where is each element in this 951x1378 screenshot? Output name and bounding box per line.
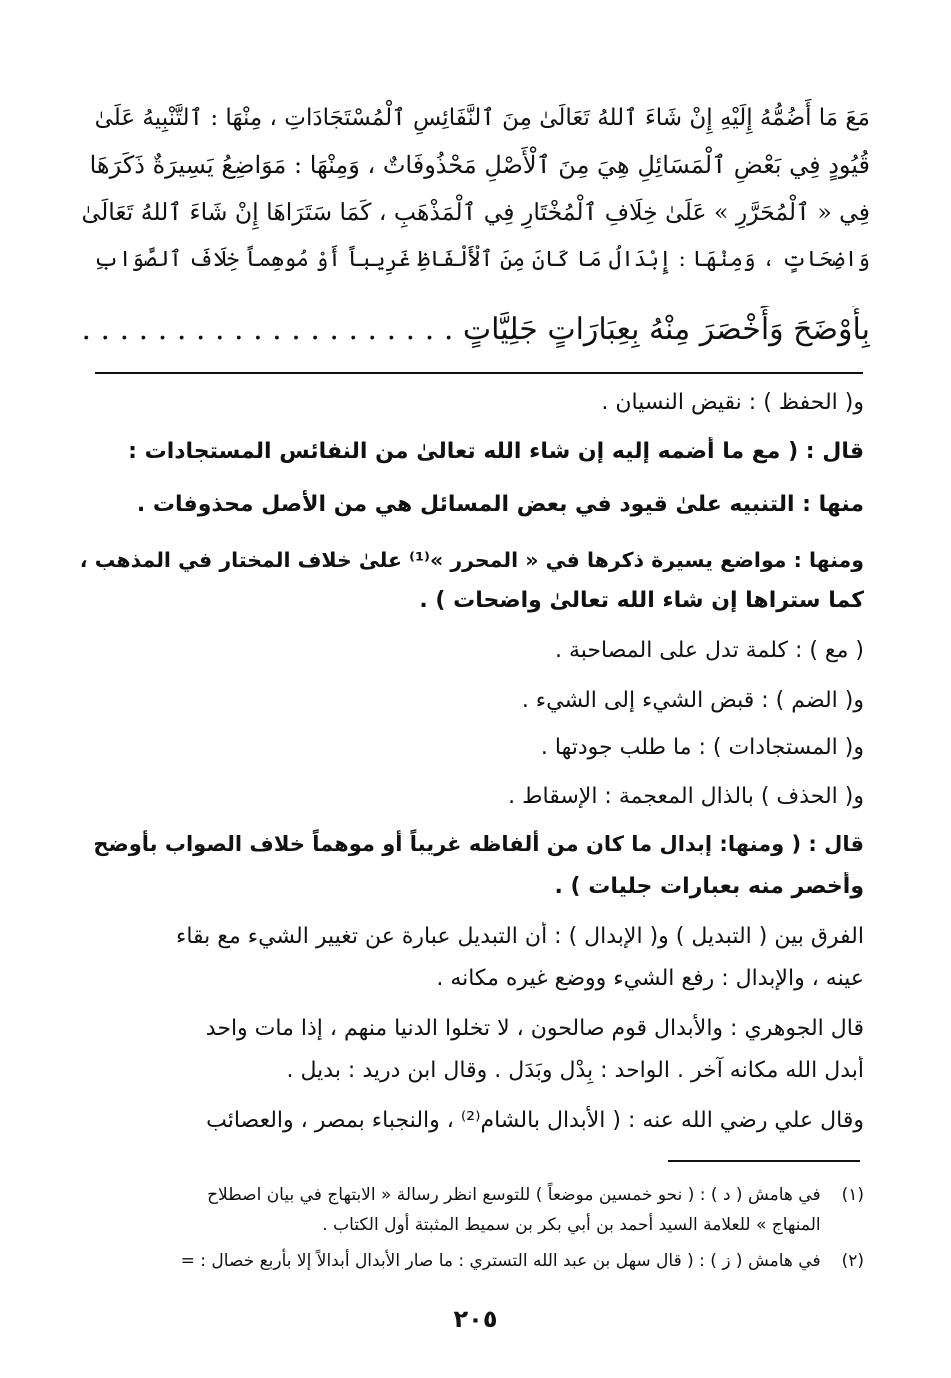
main-text-divider (95, 372, 863, 374)
commentary-line-2: قال : ( مع ما أضمه إليه إن شاء الله تعالىٰ من النفائس المستجادات : (128, 439, 864, 464)
footnote-1-text: في هامش ( د ) : ( نحو خمسين موضعاً ) للتوسع انظر رسالة « الابتهاج في بيان اصطلاح (207, 1185, 821, 1205)
commentary-line-13: عينه ، والإبدال : رفع الشيء ووضع غيره مكانه . (436, 966, 864, 991)
commentary-line-6: ( مع ) : كلمة تدل على المصاحبة . (554, 638, 864, 663)
matn-line-5: بِأَوْضَحَ وَأَخْصَرَ مِنْهُ بِعِبَارَاتٍ جَلِيَّاتٍ . . . . . . . . . . . . . . . . . . . . (81, 312, 870, 347)
footnote-2-text: في هامش ( ز ) : ( قال سهل بن عبد الله التستري : ما صار الأبدال أبدالاً إلا بأربع خصال : = (180, 1251, 821, 1271)
footnote-2 (80, 1248, 864, 1274)
footnote-2-number: (٢) (841, 1251, 864, 1271)
commentary-line-15: أبدل الله مكانه آخر . الواحد : بِدْل وبَدَل . وقال ابن دريد : بديل . (286, 1058, 864, 1083)
commentary-line-9: و( الحذف ) بالذال المعجمة : الإسقاط . (508, 784, 864, 809)
footnote-1b-text: المنهاج » للعلامة السيد أحمد بن أبي بكر بن سميط المثبتة أول الكتاب . (322, 1215, 821, 1235)
commentary-line-8: و( المستجادات ) : ما طلب جودتها . (540, 735, 864, 760)
commentary-line-16: وقال علي رضي الله عنه : ( الأبدال بالشام⁽²⁾ ، والنجباء بمصر ، والعصائب (206, 1108, 864, 1133)
commentary-line-5: كما ستراها إن شاء الله تعالىٰ واضحات ) . (419, 588, 864, 613)
footnote-1 (80, 1182, 864, 1208)
commentary-line-12: الفرق بين ( التبديل ) و( الإبدال ) : أن التبديل عبارة عن تغيير الشيء مع بقاء (175, 924, 864, 949)
commentary-line-3: منها : التنبيه علىٰ قيود في بعض المسائل هي من الأصل محذوفات . (136, 492, 864, 517)
matn-line-2: قُيُودٍ فِي بَعْضِ ٱلْمَسَائِلِ هِيَ مِنَ ٱلْأَصْلِ مَحْذُوفَاتٌ ، وَمِنْهَا : مَوَاضِعُ يَسِيرَةٌ ذَكَرَهَا (89, 151, 870, 179)
commentary-line-1: و( الحفظ ) : نقيض النسيان . (601, 390, 864, 415)
footnote-divider (668, 1160, 860, 1162)
commentary-line-11: وأخصر منه بعبارات جليات ) . (554, 874, 864, 899)
footnote-1-continuation (80, 1212, 864, 1238)
page-number: ٢٠٥ (453, 1305, 498, 1333)
footnote-1-number: (١) (841, 1185, 864, 1205)
commentary-line-4: ومنها : مواضع يسيرة ذكرها في « المحرر »⁽¹⁾ علىٰ خلاف المختار في المذهب ، (80, 548, 864, 572)
commentary-line-7: و( الضم ) : قبض الشيء إلى الشيء . (521, 688, 864, 713)
commentary-line-10: قال : ( ومنها: إبدال ما كان من ألفاظه غريباً أو موهماً خلاف الصواب بأوضح (93, 832, 864, 856)
matn-line-4: وَاضِحَاتٍ ، وَمِنْهَا : إِبْدَالُ مَا كَانَ مِنَ ٱلْأَلْفَاظِ غَرِيباً أَوْ مُوهِماً خِلَافَ ٱلصَّوَابِ (93, 247, 870, 272)
matn-line-1: مَعَ مَا أَضُمُّهُ إِلَيْهِ إِنْ شَاءَ ٱللهُ تَعَالَىٰ مِنَ ٱلنَّفَائِسِ ٱلْمُسْتَجَادَاتِ ، مِنْهَا : ٱلتَّنْبِيهُ عَلَىٰ (94, 105, 870, 131)
commentary-line-14: قال الجوهري : والأبدال قوم صالحون ، لا تخلوا الدنيا منهم ، إذا مات واحد (205, 1016, 864, 1041)
matn-line-3: فِي « ٱلْمُحَرَّرِ » عَلَىٰ خِلَافِ ٱلْمُخْتَارِ فِي ٱلْمَذْهَبِ ، كَمَا سَتَرَاهَا إِنْ شَاءَ ٱللهُ تَعَالَىٰ (81, 198, 870, 226)
